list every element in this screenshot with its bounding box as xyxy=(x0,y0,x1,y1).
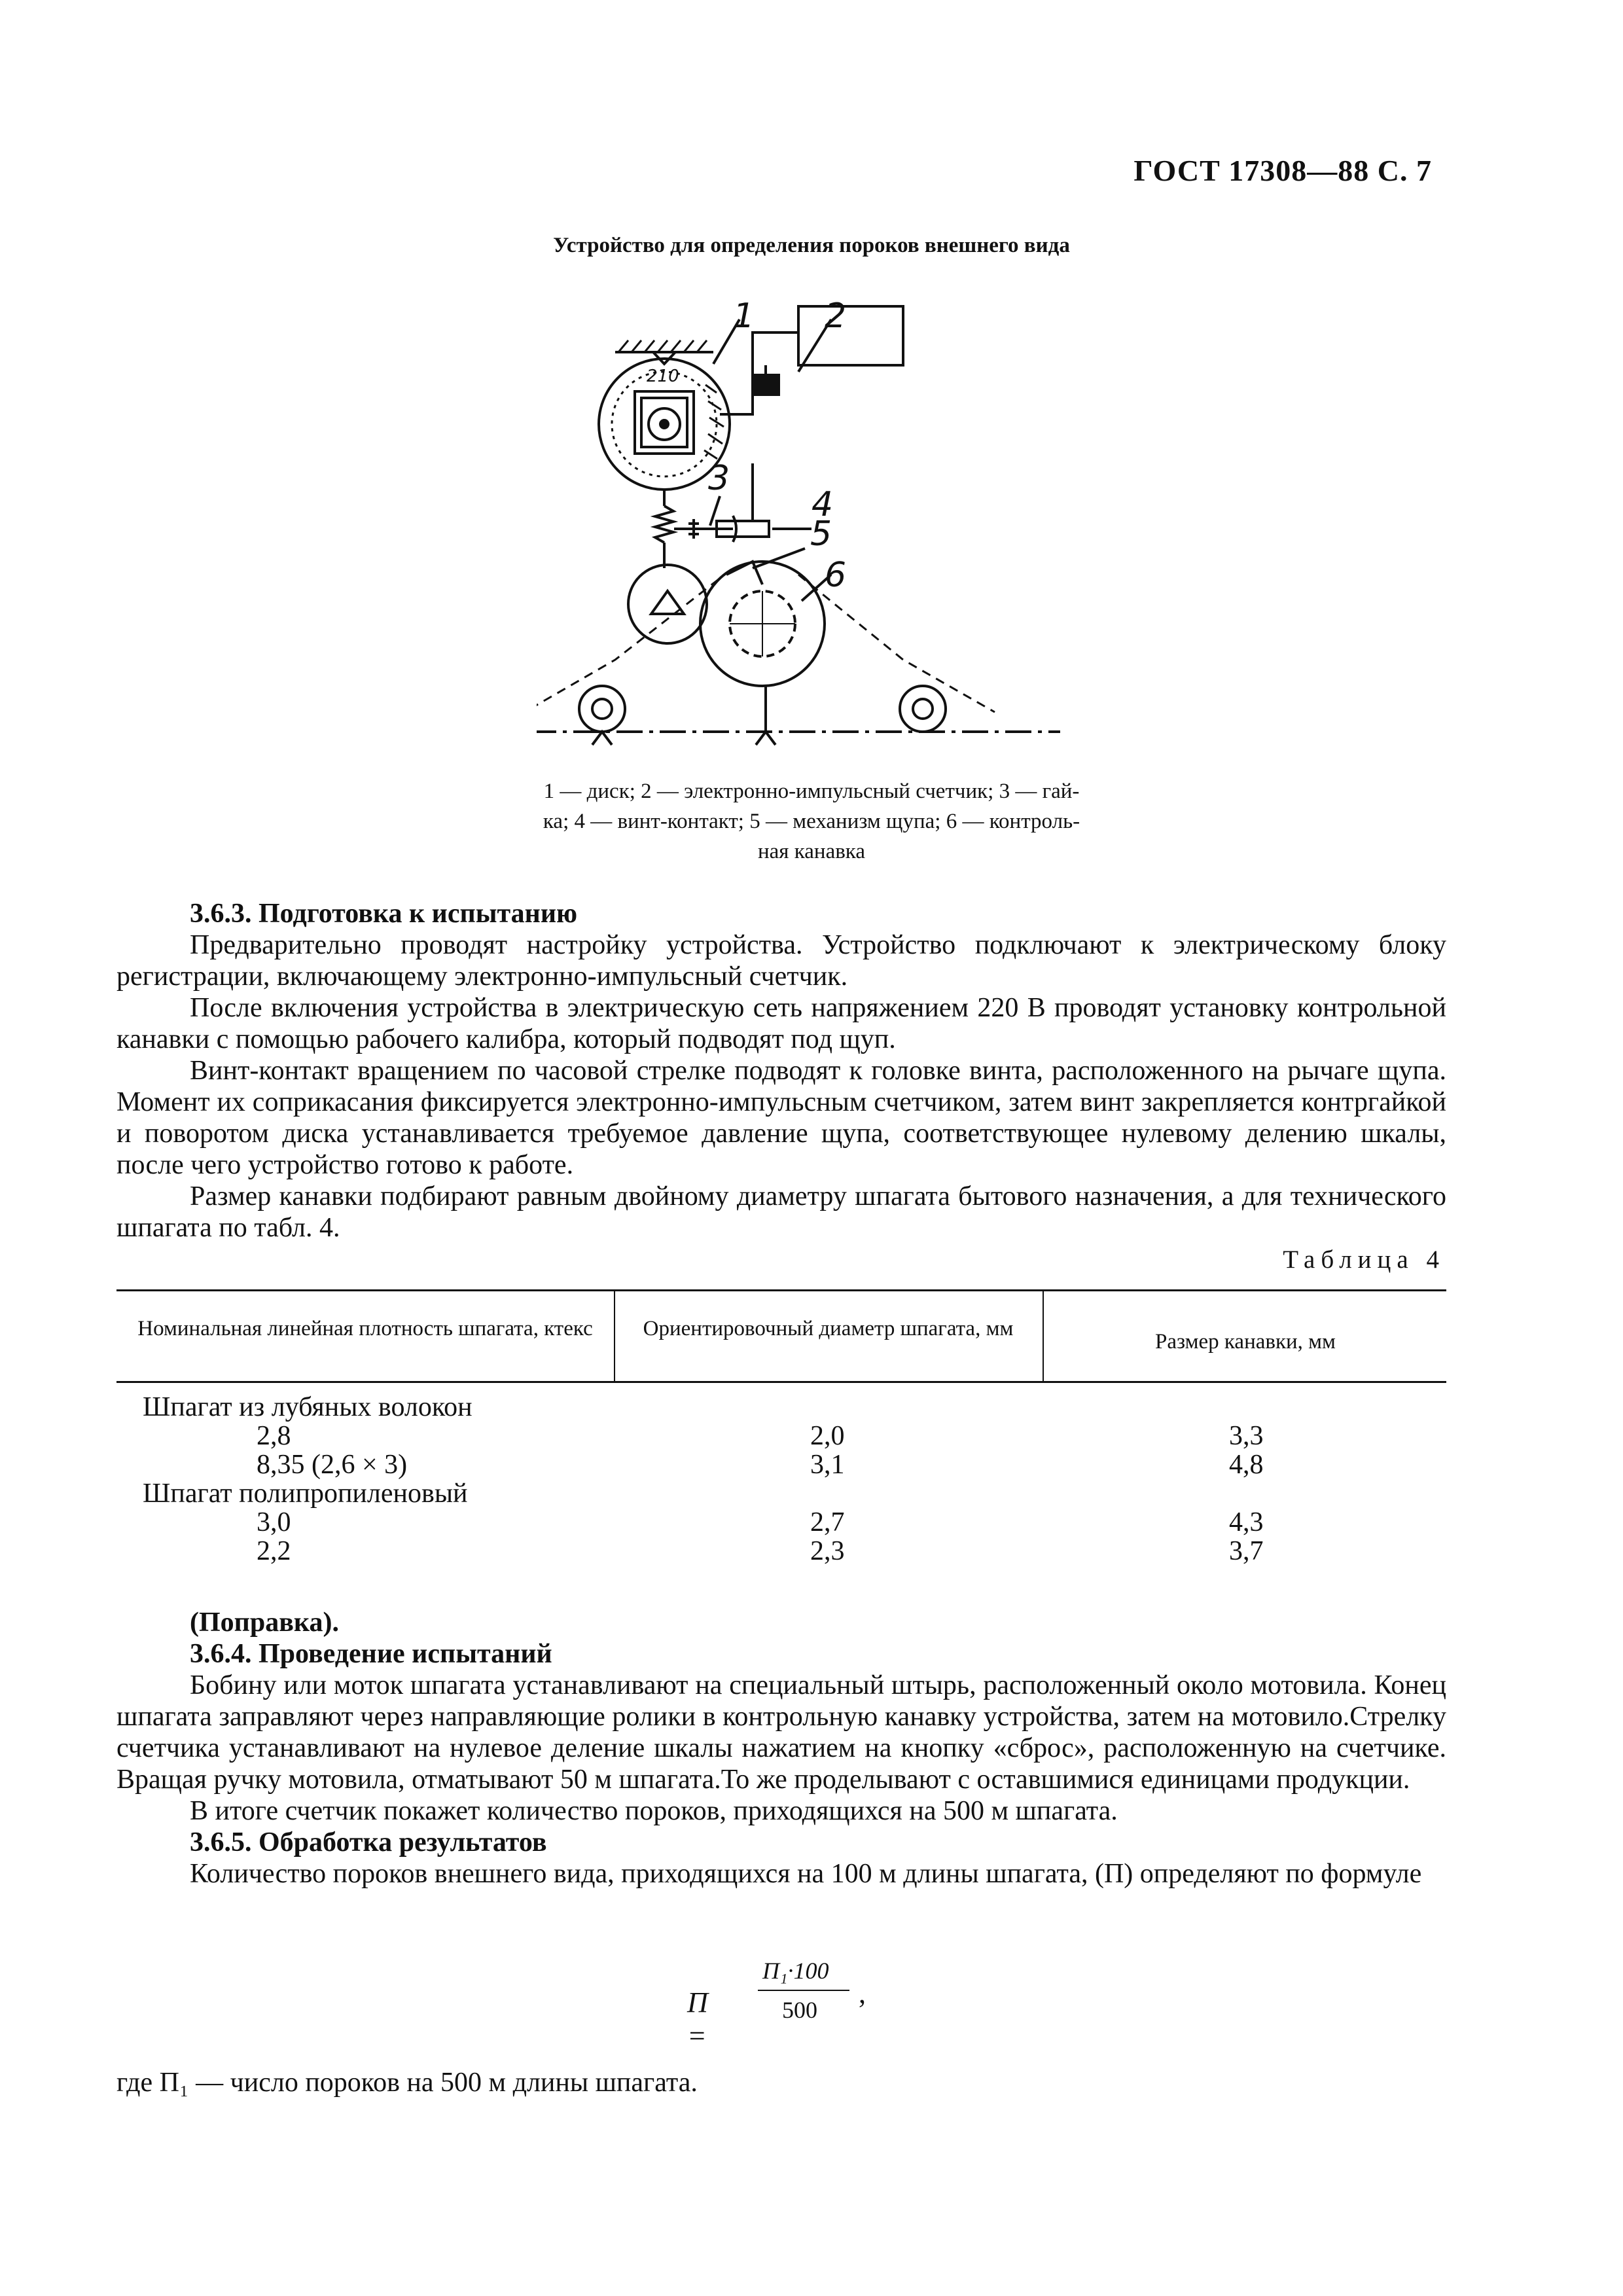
para-363-2: После включения устройства в электрическую сеть напряжением 220 В проводят установку контрольной канавки с помощью рабочего калибра, который подводят под щуп. xyxy=(116,993,1446,1054)
amendment: (Поправка). xyxy=(190,1607,339,1638)
para-364-2: В итоге счетчик покажет количество пороков, приходящихся на 500 м шпагата. xyxy=(190,1796,1118,1826)
heading-3-6-4: 3.6.4. Проведение испытаний xyxy=(190,1639,552,1669)
table-row-1-diameter: 2,0 xyxy=(810,1421,845,1451)
formula-fraction-bar xyxy=(758,1990,849,1991)
section-3-6-4 xyxy=(116,1607,1446,1890)
heading-3-6-3: 3.6.3. Подготовка к испытанию xyxy=(190,899,578,929)
heading-3-6-5: 3.6.5. Обработка результатов xyxy=(190,1827,547,1857)
group-polypropylene: Шпагат полипропиленовый xyxy=(143,1479,468,1509)
label-4: 4 xyxy=(812,485,834,524)
page-header: ГОСТ 17308—88 С. 7 xyxy=(1133,154,1432,187)
disk-hatch xyxy=(704,385,724,459)
table-row-3-groove: 4,3 xyxy=(1229,1507,1264,1537)
table-row-1-density: 2,8 xyxy=(257,1421,291,1451)
label-2: 2 xyxy=(825,296,847,336)
para-363-4: Размер канавки подбирают равным двойному диаметру шпагата бытового назначения, а для технического шпагата по табл. 4. xyxy=(116,1181,1446,1243)
group-bast: Шпагат из лубяных волокон xyxy=(143,1392,473,1422)
header-diameter: Ориентировочный диаметр шпагата, мм xyxy=(643,1317,1014,1340)
label-6: 6 xyxy=(825,556,847,595)
label-1: 1 xyxy=(733,296,755,336)
section-3-6-3 xyxy=(116,898,1446,1244)
table-row-4-diameter: 2,3 xyxy=(810,1536,845,1566)
dial-label: 210 xyxy=(647,367,679,386)
table-label: Таблица 4 xyxy=(1283,1246,1445,1274)
where-text: где П₁ — число пороков на 500 м длины шпагата. xyxy=(116,2068,698,2098)
formula-lhs: П = xyxy=(687,1986,708,2052)
para-364-1: Бобину или моток шпагата устанавливают на специальный штырь, расположенный около мотовила. Конец шпагата заправляют через направляющие ролики в контрольную канавку устройства, затем на мотовило.Стрелку счетчика устанавливают на нулевое деление шкалы нажатием на кнопку «сброс», расположенную на счетчике. Вращая ручку мотовила, отматывают 50 м шпагата.То же проделывают с оставшимися единицами продукции. xyxy=(116,1670,1446,1795)
table-row-2-density: 8,35 (2,6 × 3) xyxy=(257,1450,408,1480)
para-365-1: Количество пороков внешнего вида, приходящихся на 100 м длины шпагата, (П) определяют по формуле xyxy=(190,1859,1422,1889)
ceiling-hatch xyxy=(618,340,707,352)
label-5: 5 xyxy=(810,514,832,554)
wire xyxy=(720,332,785,414)
guide-roller-right xyxy=(900,686,946,732)
table-row-4-density: 2,2 xyxy=(257,1536,291,1566)
table-row-4-groove: 3,7 xyxy=(1229,1536,1264,1566)
table-row-3-diameter: 2,7 xyxy=(810,1507,845,1537)
counter-sensor xyxy=(753,375,779,395)
formula-numerator: П₁·100 xyxy=(762,1958,829,1984)
label-3: 3 xyxy=(708,459,730,498)
table-4 xyxy=(116,1289,1446,1577)
table-row-2-groove: 4,8 xyxy=(1229,1450,1264,1480)
caption-line-2: ка; 4 — винт-контакт; 5 — механизм щупа; 6 — контроль- xyxy=(543,810,1080,833)
figure-title: Устройство для определения пороков внешнего вида xyxy=(553,234,1070,257)
formula-denominator: 500 xyxy=(782,1997,817,2023)
caption-line-1: 1 — диск; 2 — электронно-импульсный счетчик; 3 — гай- xyxy=(543,780,1080,803)
figure-caption xyxy=(458,776,1165,867)
para-363-1: Предварительно проводят настройку устройства. Устройство подключают к электрическому блоку регистрации, включающему электронно-импульсный счетчик. xyxy=(116,930,1446,992)
table-row-3-density: 3,0 xyxy=(257,1507,291,1537)
table-top-rule xyxy=(116,1289,1446,1291)
probe-roller xyxy=(628,565,707,643)
caption-line-3: ная канавка xyxy=(758,840,865,863)
counter-box xyxy=(798,306,903,365)
header-density: Номинальная линейная плотность шпагата, ктекс xyxy=(137,1317,593,1340)
header-groove: Размер канавки, мм xyxy=(1155,1330,1336,1354)
guide-roller-left xyxy=(579,686,625,732)
table-row-2-diameter: 3,1 xyxy=(810,1450,845,1480)
para-363-3: Винт-контакт вращением по часовой стрелке подводят к головке винта, расположенного на рычаге щупа. Момент их соприкасания фиксируется электронно-импульсным счетчиком, затем винт закрепляется контргайкой и поворотом диска устанавливается требуемое давление щупа, соответствующее нулевому делению шкалы, после чего устройство готово к работе. xyxy=(116,1056,1446,1180)
groove-wheel-cut xyxy=(726,562,762,584)
table-row-1-groove: 3,3 xyxy=(1229,1421,1264,1451)
device-drawing xyxy=(537,293,1099,764)
formula-where xyxy=(116,2067,1446,2098)
table-header-rule xyxy=(116,1381,1446,1383)
formula-comma: , xyxy=(859,1977,866,2009)
spring xyxy=(655,506,673,543)
